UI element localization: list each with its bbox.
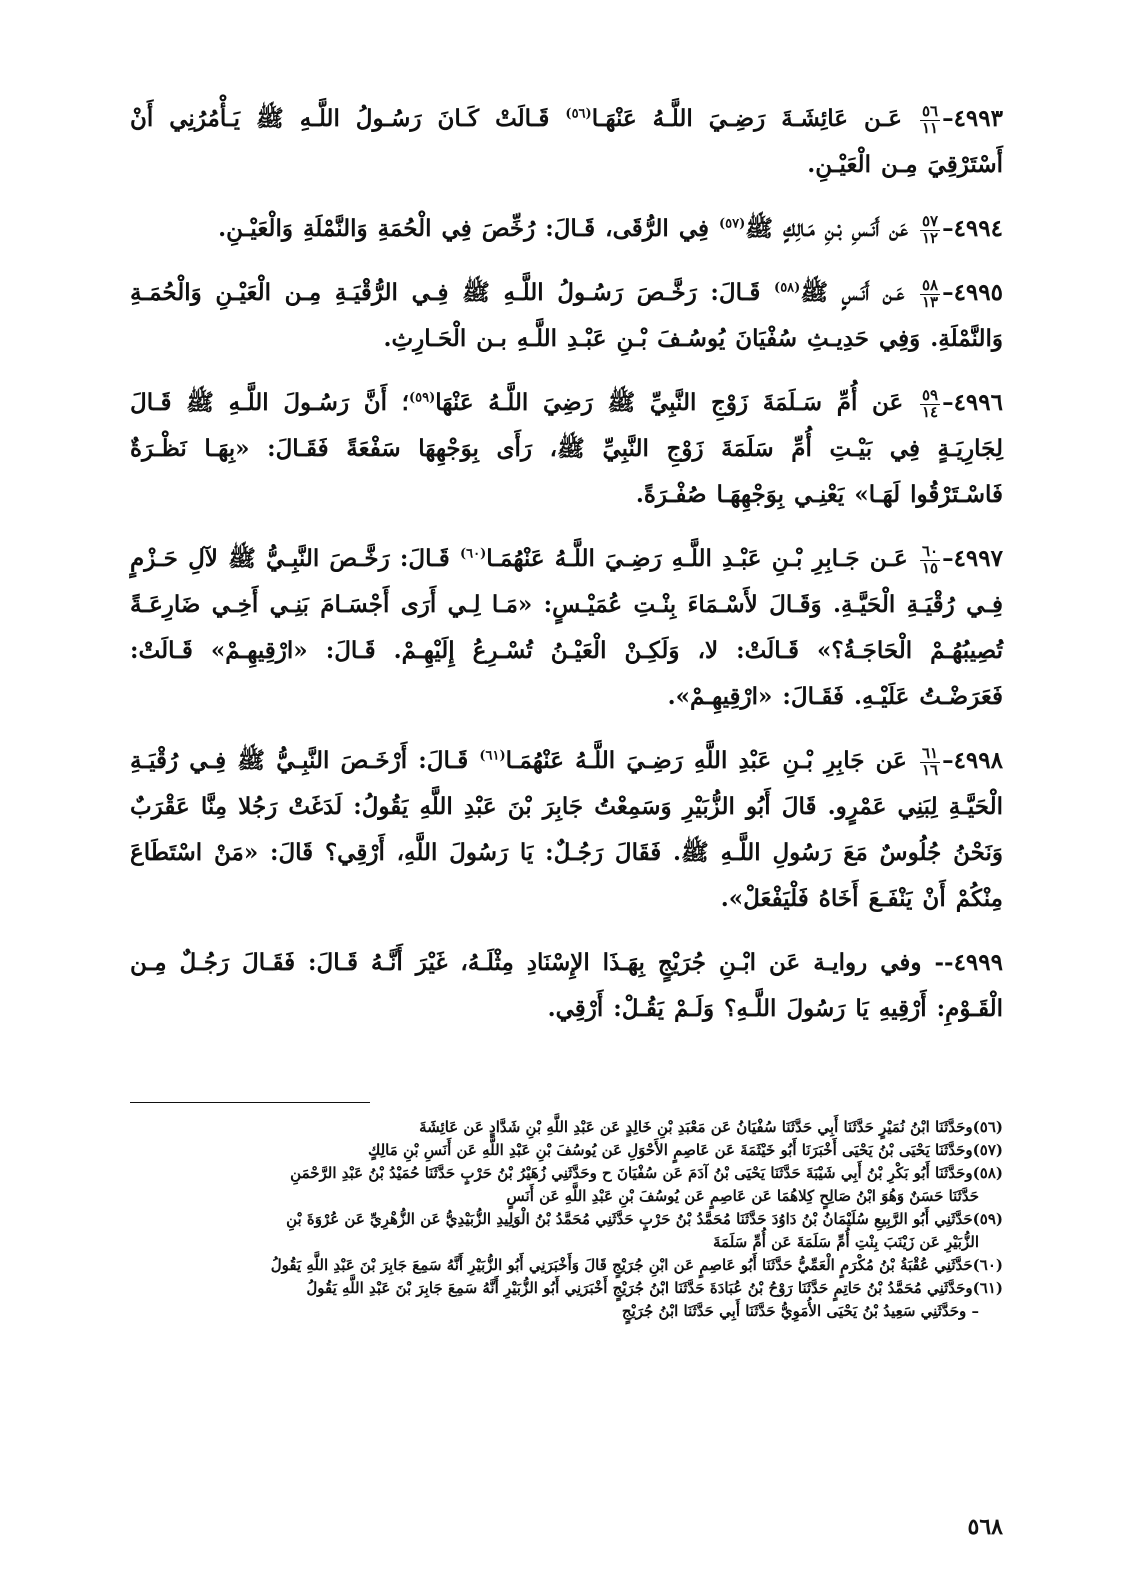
hadith-4994: ٤٩٩٤– $\frac{٥٧}{١٢}$ عَن أَنَـسِ بْـنِ مَـالِكٍ ﷺ$^{(٥٧)}$ فِي الرُّقَى، قَـالَ: رُخِّصَ فِي الْحُمَةِ وَالنَّمْلَةِ وَالْعَيْـنِ. <box>218 212 1003 247</box>
fraction-top: ٥٧ <box>921 212 939 230</box>
footnote-ref: (٥٩) <box>409 390 436 406</box>
fraction-top: ٦١ <box>921 744 939 762</box>
hadith-4998: ٤٩٩٨– $\frac{٦١}{١٦}$ عَن جَابِرِ بْـنِ عَبْدِ اللَّهِ رَضِـيَ اللَّـهُ عَنْهُمَـا$^{(٦١)}$ قَـالَ: أَرْخَـصَ النَّبِـيُّ ﷺ فِـي رُقْيَـةِ الْحَيَّـةِ لِبَنِي عَمْرٍو. قَالَ أَبُو الزُّبَيْرِ وَسَمِعْتُ جَابِرَ بْنَ عَبْدِ اللَّهِ يَقُولُ: لَدَغَتْ رَجُلا مِنَّا عَقْرَبٌ وَنَحْنُ جُلُوسٌ مَعَ رَسُولِ اللَّـهِ ﷺ. فَقَالَ رَجُـلٌ: يَا رَسُولَ اللَّهِ، أَرْقِي؟ قَالَ: «مَنْ اسْتَطَاعَ مِنْكُمْ أَنْ يَنْفَـعَ أَخَاهُ فَلْيَفْعَلْ». <box>130 744 1003 912</box>
hadith-text: -- وفي روايـة عَن ابْـنِ جُرَيْجٍ بِهَـذَا الإِسْنَادِ مِثْلَـهُ، غَيْرَ أَنَّـهُ قَـالَ: فَقَـالَ رَجُـلٌ مِـن الْقَـوْمِ: أَرْقِيهِ يَا رَسُولَ اللَّـهِ؟ وَلَـمْ يَقُـلْ: أَرْقِي. <box>130 949 1003 1022</box>
footnote-number: (٦١) <box>972 1279 1003 1297</box>
footnote-56 <box>130 1116 1003 1139</box>
footnote-ref: (٥٧) <box>719 216 746 232</box>
footnote-61-continuation: – وحَدَّثَنِي سَعِيدُ بْنُ يَحْيَى الأُمَوِيُّ حَدَّثَنَا أَبِي حَدَّثَنَا ابْنُ جُرَيْجٍ <box>621 1302 979 1320</box>
document-page <box>130 96 1004 1540</box>
hadith-text: عَن أَنَـسِ بْـنِ مَـالِكٍ ﷺ <box>745 215 908 242</box>
footnote-separator <box>130 1102 370 1103</box>
hadith-fraction <box>920 278 940 310</box>
fraction-bottom: ١٣ <box>921 293 939 311</box>
hadith-text: عَـن عَائِشَـةَ رَضِـيَ اللَّـهُ عَنْهَـا <box>591 105 902 132</box>
footnote-number: (٥٦) <box>972 1118 1003 1136</box>
fraction-top: ٥٨ <box>921 276 939 294</box>
hadith-text: قَـالَ: رَخَّـصَ رَسُـولُ اللَّـهِ ﷺ فِـي الرُّقْيَـةِ مِـن الْعَيْـنِ وَالْحُمَـةِ وَالنَّمْلَةِ. وَفِي حَدِيـثِ سُفْيَانَ يُوسُـفَ بْـنِ عَبْـدِ اللَّـهِ بـن الْحَـارِثِ. <box>130 279 1003 352</box>
fraction-bottom: ١٢ <box>921 229 939 247</box>
fraction-bottom: ١٦ <box>921 761 939 779</box>
hadith-number: ٤٩٩٥ <box>953 279 1003 306</box>
footnotes <box>130 1116 1003 1323</box>
hadith-fraction <box>920 214 940 246</box>
footnote-ref: (٦١) <box>479 748 506 764</box>
hadith-text: قَـالَتْ كَـانَ رَسُـولُ اللَّـهِ ﷺ يَـأْمُرُنِي أَنْ أَسْتَرْقِيَ مِـن الْعَيْـنِ. <box>130 105 1003 178</box>
hadith-text: فِي الرُّقَى، قَـالَ: رُخِّصَ فِي الْحُمَةِ وَالنَّمْلَةِ وَالْعَيْـنِ. <box>218 215 709 242</box>
hadith-text: قَـالَ: رَخَّـصَ النَّبِـيُّ ﷺ لآلِ حَـزْمٍ فِـي رُقْيَـةِ الْحَيَّـةِ. وَقَـالَ لأَسْـمَاءَ بِنْـتِ عُمَيْـسٍ: «مَـا لِـي أَرَى أَجْسَـامَ بَنِـي أَخِـي ضَارِعَـةً تُصِيبُهُـمْ الْحَاجَـةُ؟» قَـالَتْ: لا، وَلَكِـنْ الْعَيْـنُ تُسْـرِعُ إِلَيْهِـمْ. قَـالَ: «ارْقِيهِـمْ» قَـالَتْ: فَعَرَضْـتُ عَلَيْـهِ. فَقَـالَ: «ارْقِيهِـمْ». <box>130 545 1003 710</box>
footnote-58 <box>130 1162 1003 1185</box>
hadith-4993: ٤٩٩٣– $\frac{٥٦}{١١}$ عَـن عَائِشَـةَ رَضِـيَ اللَّـهُ عَنْهَـا$^{(٥٦)}$ قَـالَتْ كَـانَ رَسُـولُ اللَّـهِ ﷺ يَـأْمُرُنِي أَنْ أَسْتَرْقِيَ مِـن الْعَيْـنِ. <box>130 102 1003 178</box>
footnote-text: وحَدَّثَنَا أَبُو بَكْرِ بْنُ أَبِي شَيْبَةَ حَدَّثَنَا يَحْيَى بْنُ آدَمَ عَن سُفْيَانَ ح وحَدَّثَنِي زُهَيْرُ بْنُ حَرْبٍ حَدَّثَنَا حُمَيْدُ بْنُ عَبْدِ الرَّحْمَنِ <box>290 1164 973 1182</box>
page-number: ٥٦٨ <box>967 1514 1003 1540</box>
hadith-4996: ٤٩٩٦– $\frac{٥٩}{١٤}$ عَن أُمِّ سَـلَمَةَ زَوْجِ النَّبِيِّ ﷺ رَضِيَ اللَّـهُ عَنْهَا$^{(٥٩)}$؛ أَنَّ رَسُـولَ اللَّـهِ ﷺ قَـالَ لِجَارِيَـةٍ فِي بَيْـتِ أُمِّ سَلَمَةَ زَوْجِ النَّبِيِّ ﷺ، رَأَى بِوَجْهِهَا سَفْعَةً فَقَـالَ: «بِهَـا نَظْـرَةٌ فَاسْـتَرْقُوا لَهَـا» يَعْنِـي بِوَجْهِهَـا صُفْـرَةً. <box>130 386 1004 508</box>
footnote-number: (٦٠) <box>972 1256 1003 1274</box>
fraction-bottom: ١٥ <box>921 559 939 577</box>
footnote-59 <box>130 1208 1003 1231</box>
footnote-61 <box>130 1277 1003 1300</box>
hadith-4997: ٤٩٩٧– $\frac{٦٠}{١٥}$ عَـن جَـابِرِ بْـنِ عَبْـدِ اللَّـهِ رَضِـيَ اللَّـهُ عَنْهُمَـا$^{(٦٠)}$ قَـالَ: رَخَّـصَ النَّبِـيُّ ﷺ لآلِ حَـزْمٍ فِـي رُقْيَـةِ الْحَيَّـةِ. وَقَـالَ لأَسْـمَاءَ بِنْـتِ عُمَيْـسٍ: «مَـا لِـي أَرَى أَجْسَـامَ بَنِـي أَخِـي ضَارِعَـةً تُصِيبُهُـمْ الْحَاجَـةُ؟» قَـالَتْ: لا، وَلَكِـنْ الْعَيْـنُ تُسْـرِعُ إِلَيْهِـمْ. قَـالَ: «ارْقِيهِـمْ» قَـالَتْ: فَعَرَضْـتُ عَلَيْـهِ. فَقَـالَ: «ارْقِيهِـمْ». <box>130 542 1003 710</box>
hadith-4999 <box>130 940 1003 1032</box>
hadith-number: ٤٩٩٤ <box>953 215 1003 242</box>
footnote-text: حَدَّثَنِي عُقْبَةُ بْنُ مُكْرَمٍ الْعَمِّيُّ حَدَّثَنَا أَبُو عَاصِمٍ عَن ابْنِ جُرَيْجٍ قَالَ وَأَخْبَرَنِي أَبُو الزُّبَيْرِ أَنَّهُ سَمِعَ جَابِرَ بْنَ عَبْدِ اللَّهِ يَقُولُ <box>270 1256 973 1274</box>
hadith-fraction <box>920 746 940 778</box>
footnote-number: (٥٧) <box>972 1141 1003 1159</box>
hadith-number: ٤٩٩٧ <box>953 545 1003 572</box>
hadith-list <box>130 96 1003 1032</box>
footnote-text: حَدَّثَنِي أَبُو الرَّبِيعِ سُلَيْمَانُ بْنُ دَاوُدَ حَدَّثَنَا مُحَمَّدُ بْنُ حَرْبٍ حَدَّثَنِي مُحَمَّدُ بْنُ الْوَلِيدِ الزُّبَيْدِيُّ عَن الزُّهْرِيِّ عَن عُرْوَةَ بْنِ <box>286 1210 973 1228</box>
hadith-number: ٤٩٩٨ <box>953 747 1003 774</box>
fraction-bottom: ١٤ <box>921 403 939 421</box>
fraction-top: ٥٦ <box>921 102 939 120</box>
hadith-number: ٤٩٩٣ <box>953 105 1003 132</box>
footnote-ref: (٥٦) <box>565 106 592 122</box>
hadith-text: عَـن جَـابِرِ بْـنِ عَبْـدِ اللَّـهِ رَضِـيَ اللَّـهُ عَنْهُمَـا <box>486 545 908 572</box>
footnote-text: وحَدَّثَنَا يَحْيَى بْنُ يَحْيَى أَخْبَرَنَا أَبُو خَيْثَمَةَ عَن عَاصِمٍ الأَحْوَلِ عَن يُوسُفَ بْنِ عَبْدِ اللَّهِ عَن أَنَسِ بْنِ مَالِكٍ <box>367 1141 973 1159</box>
hadith-number: ٤٩٩٩ <box>953 949 1003 976</box>
fraction-bottom: ١١ <box>921 119 939 137</box>
hadith-text: عَـن أَنَـسٍ ﷺ <box>800 279 905 306</box>
footnote-ref: (٥٨) <box>774 280 801 296</box>
footnote-58-continuation: حَدَّثَنَا حَسَنٌ وَهُوَ ابْنُ صَالِحٍ كِلاهُمَا عَن عَاصِمٍ عَن يُوسُفَ بْنِ عَبْدِ اللَّهِ عَن أَنَسٍ <box>506 1187 979 1205</box>
hadith-fraction <box>920 388 940 420</box>
footnote-number: (٥٨) <box>972 1164 1003 1182</box>
hadith-text: عَن جَابِرِ بْـنِ عَبْدِ اللَّهِ رَضِـيَ اللَّـهُ عَنْهُمَـا <box>505 747 907 774</box>
hadith-fraction <box>920 104 940 136</box>
fraction-top: ٥٩ <box>921 386 939 404</box>
footnote-57 <box>130 1139 1003 1162</box>
footnote-ref: (٦٠) <box>460 546 487 562</box>
hadith-text: عَن أُمِّ سَـلَمَةَ زَوْجِ النَّبِيِّ ﷺ رَضِيَ اللَّـهُ عَنْهَا <box>435 389 904 416</box>
hadith-fraction <box>920 544 940 576</box>
hadith-text: ؛ أَنَّ رَسُـولَ اللَّـهِ ﷺ قَـالَ لِجَارِيَـةٍ فِي بَيْـتِ أُمِّ سَلَمَةَ زَوْجِ النَّبِيِّ ﷺ، رَأَى بِوَجْهِهَا سَفْعَةً فَقَـالَ: «بِهَـا نَظْـرَةٌ فَاسْـتَرْقُوا لَهَـا» يَعْنِـي بِوَجْهِهَـا صُفْـرَةً. <box>130 389 1004 508</box>
hadith-4995: ٤٩٩٥– $\frac{٥٨}{١٣}$ عَـن أَنَـسٍ ﷺ$^{(٥٨)}$ قَـالَ: رَخَّـصَ رَسُـولُ اللَّـهِ ﷺ فِـي الرُّقْيَـةِ مِـن الْعَيْـنِ وَالْحُمَـةِ وَالنَّمْلَةِ. وَفِي حَدِيـثِ سُفْيَانَ يُوسُـفَ بْـنِ عَبْـدِ اللَّـهِ بـن الْحَـارِثِ. <box>130 276 1003 352</box>
fraction-top: ٦٠ <box>921 542 939 560</box>
hadith-text: قَـالَ: أَرْخَـصَ النَّبِـيُّ ﷺ فِـي رُقْيَـةِ الْحَيَّـةِ لِبَنِي عَمْرٍو. قَالَ أَبُو الزُّبَيْرِ وَسَمِعْتُ جَابِرَ بْنَ عَبْدِ اللَّهِ يَقُولُ: لَدَغَتْ رَجُلا مِنَّا عَقْرَبٌ وَنَحْنُ جُلُوسٌ مَعَ رَسُولِ اللَّـهِ ﷺ. فَقَالَ رَجُـلٌ: يَا رَسُولَ اللَّهِ، أَرْقِي؟ قَالَ: «مَنْ اسْتَطَاعَ مِنْكُمْ أَنْ يَنْفَـعَ أَخَاهُ فَلْيَفْعَلْ». <box>130 747 1003 912</box>
footnote-60 <box>130 1254 1003 1277</box>
footnote-59-continuation: الزُّبَيْرِ عَن زَيْنَبَ بِنْتِ أُمِّ سَلَمَةَ عَن أُمِّ سَلَمَةَ <box>712 1233 979 1251</box>
footnote-text: وحَدَّثَنَا ابْنُ نُمَيْرٍ حَدَّثَنَا أَبِي حَدَّثَنَا سُفْيَانُ عَن مَعْبَدِ بْنِ خَالِدٍ عَن عَبْدِ اللَّهِ بْنِ شَدَّادٍ عَن عَائِشَةَ <box>419 1118 973 1136</box>
footnote-number: (٥٩) <box>972 1210 1003 1228</box>
hadith-number: ٤٩٩٦ <box>953 389 1003 416</box>
footnote-text: وحَدَّثَنِي مُحَمَّدُ بْنُ حَاتِمٍ حَدَّثَنَا رَوْحُ بْنُ عُبَادَةَ حَدَّثَنَا ابْنُ جُرَيْجٍ أَخْبَرَنِي أَبُو الزُّبَيْرِ أَنَّهُ سَمِعَ جَابِرَ بْنَ عَبْدِ اللَّهِ يَقُولُ <box>306 1279 973 1297</box>
